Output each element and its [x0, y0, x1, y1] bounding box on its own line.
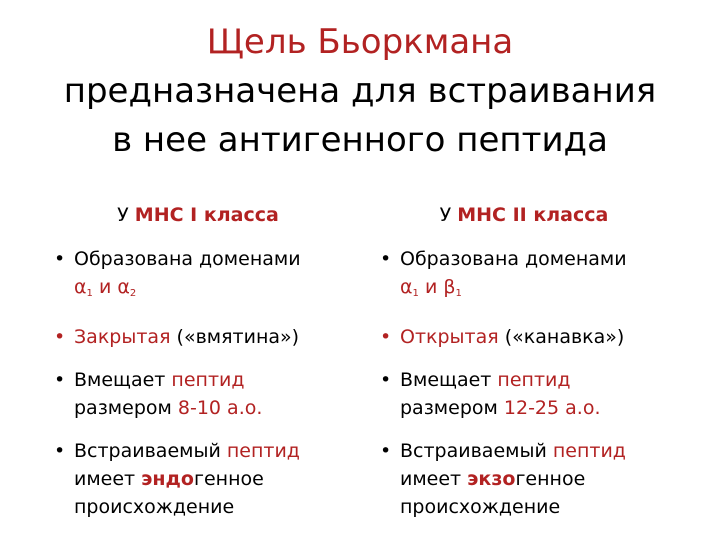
groove-type: Открытая: [400, 326, 499, 348]
domain-1: $\alpha_1$: [400, 276, 419, 299]
conjunction: и: [418, 276, 444, 298]
list-item: [48, 437, 348, 521]
bullet-icon: •: [380, 248, 392, 270]
slide-title: [0, 18, 720, 165]
item-text: Встраиваемый: [74, 440, 227, 462]
list-item: [48, 245, 348, 308]
item-text: Образована доменами: [400, 248, 627, 270]
heading-prefix: У: [117, 204, 135, 226]
conjunction: и: [92, 276, 118, 298]
bullet-icon: •: [380, 369, 392, 391]
list-item: [48, 366, 348, 422]
peptide-word: пептид: [552, 440, 626, 462]
bullet-icon: •: [54, 369, 66, 391]
list-item: [374, 437, 674, 521]
list-item: [48, 323, 348, 351]
bullet-list: [48, 245, 348, 521]
groove-desc: («канавка»): [498, 326, 625, 348]
origin-prefix: эндо: [141, 468, 194, 490]
item-text: имеет: [74, 468, 142, 490]
peptide-word: пептид: [497, 369, 571, 391]
item-text: Встраиваемый: [400, 440, 553, 462]
list-item: [374, 245, 674, 308]
groove-type: Закрытая: [74, 326, 171, 348]
peptide-word: пептид: [171, 369, 245, 391]
heading-class: MHC I класса: [134, 204, 279, 226]
bullet-icon: •: [380, 440, 392, 462]
title-line-2: предназначена для встраивания: [63, 71, 657, 111]
heading-class: MHC II класса: [457, 204, 609, 226]
heading-prefix: У: [439, 204, 458, 226]
title-line-1: Щель Бьоркмана: [206, 22, 514, 62]
item-text: имеет: [400, 468, 468, 490]
item-text: Вмещает: [400, 369, 498, 391]
domain-2: $\alpha_2$: [117, 276, 137, 299]
column-heading: [48, 202, 348, 228]
domain-2: $\beta_1$: [443, 276, 462, 299]
list-item: [374, 366, 674, 422]
list-item: [374, 323, 674, 351]
item-text: генное: [515, 468, 586, 490]
column-heading: [374, 202, 674, 228]
item-text: размером: [400, 397, 504, 419]
mhc-class-1-column: [48, 202, 348, 536]
item-text: Вмещает: [74, 369, 172, 391]
groove-desc: («вмятина»): [170, 326, 300, 348]
domain-1: $\alpha_1$: [74, 276, 93, 299]
bullet-list: [374, 245, 674, 521]
origin-prefix: экзо: [467, 468, 516, 490]
item-text: размером: [74, 397, 178, 419]
bullet-icon: •: [54, 326, 66, 348]
peptide-size: 8-10 а.о.: [177, 397, 263, 419]
mhc-class-2-column: [374, 202, 674, 536]
bullet-icon: •: [54, 440, 66, 462]
peptide-size: 12-25 а.о.: [503, 397, 601, 419]
bullet-icon: •: [54, 248, 66, 270]
peptide-word: пептид: [226, 440, 300, 462]
item-text: генное: [193, 468, 264, 490]
item-text: Образована доменами: [74, 248, 301, 270]
bullet-icon: •: [380, 326, 392, 348]
item-text: происхождение: [400, 496, 561, 518]
item-text: происхождение: [74, 496, 235, 518]
title-line-3: в нее антигенного пептида: [112, 120, 608, 160]
